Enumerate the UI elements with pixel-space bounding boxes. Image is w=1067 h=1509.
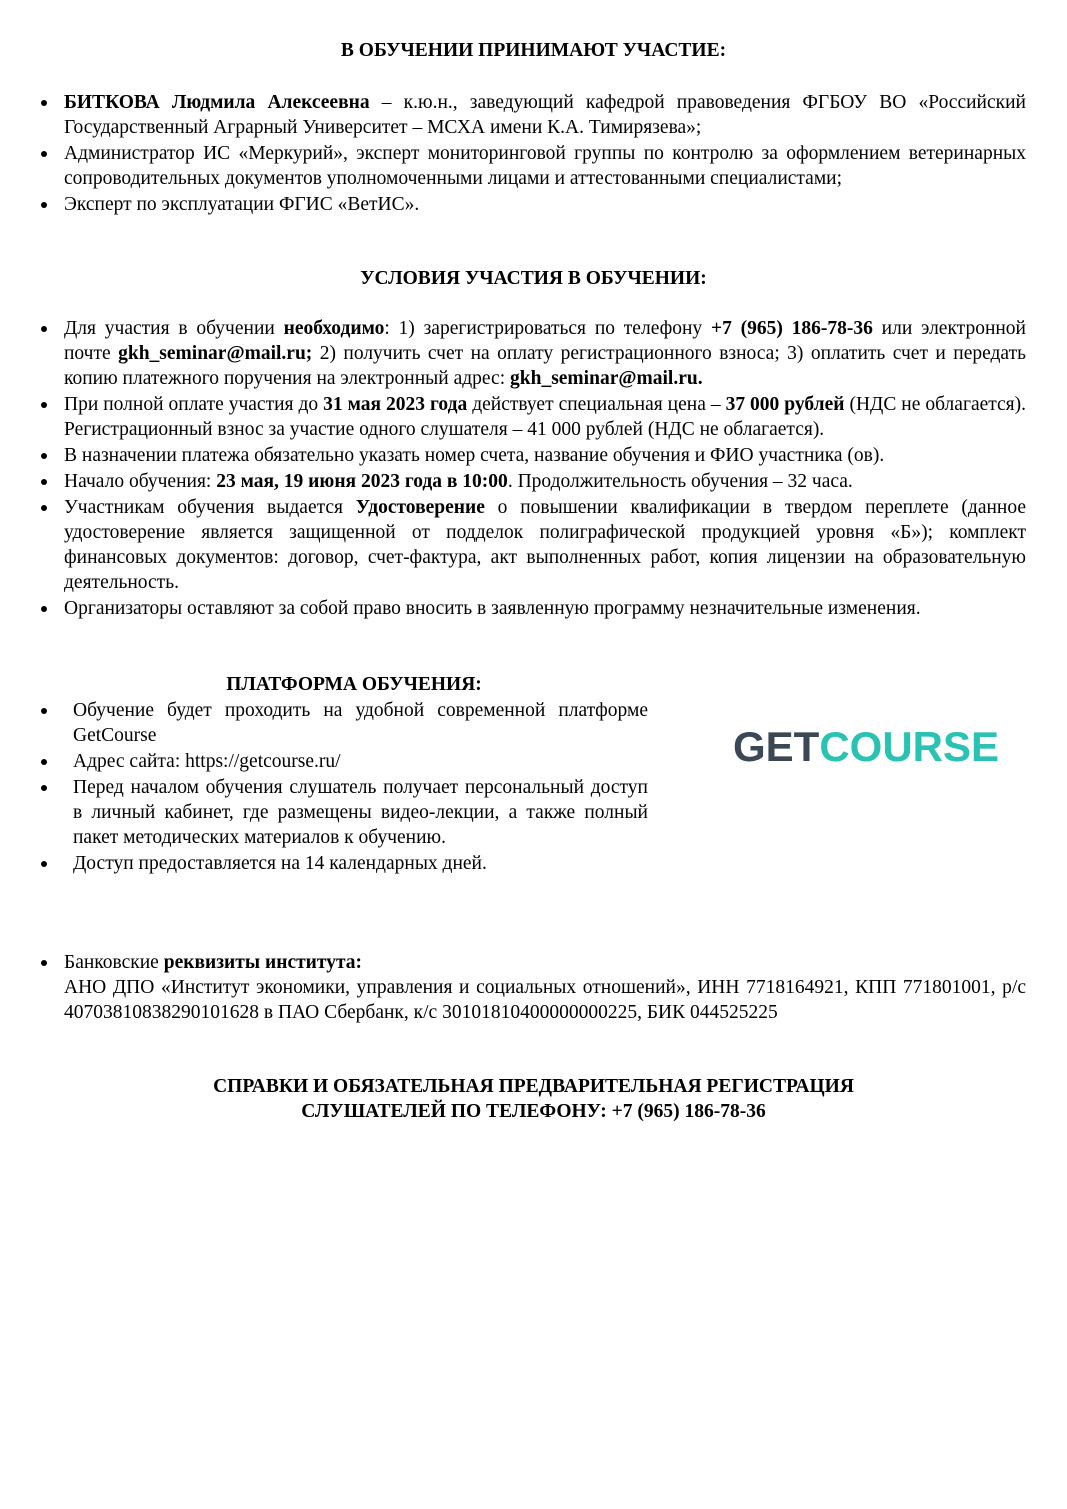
bullet-icon: [41, 785, 47, 791]
text-bold: необходимо: [283, 318, 385, 339]
email-link[interactable]: gkh_seminar@mail.ru.: [510, 368, 703, 389]
list-item-text: Перед началом обучения слушатель получает персональный доступ в личный кабинет, где размещены видео-лекции, а также полный пакет методических материалов к обучению.: [73, 777, 648, 848]
text: Начало обучения:: [64, 471, 217, 492]
bullet-icon: [41, 606, 47, 612]
bullet-icon: [41, 759, 47, 765]
list-item-text: Эксперт по эксплуатации ФГИС «ВетИС».: [64, 194, 420, 215]
deadline-date: 31 мая 2023 года: [323, 394, 468, 415]
bank-list: [38, 950, 1026, 1026]
list-item: [38, 698, 648, 748]
text: Участникам обучения выдается: [64, 497, 356, 518]
platform-heading: ПЛАТФОРМА ОБУЧЕНИЯ:: [226, 674, 482, 695]
bullet-icon: [41, 326, 47, 332]
list-item-text: Обучение будет проходить на удобной современной платформе GetCourse: [73, 700, 648, 746]
bullet-icon: [41, 202, 47, 208]
bullet-icon: [41, 151, 47, 157]
list-item: [38, 495, 1026, 595]
bullet-icon: [41, 708, 47, 714]
list-item: [38, 443, 1026, 468]
text: При полной оплате участия до: [64, 394, 324, 415]
bank-details: АНО ДПО «Институт экономики, управления и социальных отношений», ИНН 7718164921, КПП 771801001, р/с 40703810838290101628 в ПАО Сбербанк, к/с 30101810400000000225, БИК 044525225: [64, 977, 1026, 1023]
text: 2) получить счет на оплату регистрационного взноса; 3) оплатить счет и передать копию платежного поручения на электронный адрес:: [64, 343, 1026, 389]
text: . Продолжительность обучения – 32 часа.: [507, 471, 853, 492]
list-item: [38, 192, 1026, 217]
footer-line-1: СПРАВКИ И ОБЯЗАТЕЛЬНАЯ ПРЕДВАРИТЕЛЬНАЯ РЕГИСТРАЦИЯ: [213, 1076, 854, 1097]
bullet-icon: [41, 505, 47, 511]
list-item: [38, 950, 1026, 1025]
site-address[interactable]: Адрес сайта: https://getcourse.ru/: [73, 751, 341, 772]
text: Организаторы оставляют за собой право вносить в заявленную программу незначительные изменения.: [64, 598, 921, 619]
text: : 1) зарегистрироваться по телефону: [384, 318, 711, 339]
bullet-icon: [41, 479, 47, 485]
participants-heading: В ОБУЧЕНИИ ПРИНИМАЮТ УЧАСТИЕ:: [340, 40, 727, 61]
conditions-list: [38, 316, 1026, 622]
text: Для участия в обучении: [64, 318, 284, 339]
bullet-icon: [41, 453, 47, 459]
list-item: [38, 90, 1026, 140]
getcourse-logo: [733, 722, 1000, 772]
email-link[interactable]: gkh_seminar@mail.ru;: [118, 343, 313, 364]
text: действует специальная цена –: [467, 394, 726, 415]
list-item-text: Администратор ИС «Меркурий», эксперт мониторинговой группы по контролю за оформлением ветеринарных сопроводительных документов уполномоченными лицами и аттестованными специалистами;: [64, 143, 1026, 189]
bullet-icon: [41, 861, 47, 867]
bank-heading: реквизиты института:: [163, 952, 363, 973]
logo-text-course: COURSE: [819, 723, 1000, 770]
text: о повышении квалификации в твердом переплете (данное удостоверение является защищенной от подделок полиграфической продукцией уровня «Б»); комплект финансовых документов: договор, счет-фактура, акт выполненных работ, копия лицензии на образовательную деятельность.: [64, 497, 1026, 593]
list-item-text: Доступ предоставляется на 14 календарных дней.: [73, 853, 487, 874]
expert-description: – к.ю.н., заведующий кафедрой правоведения ФГБОУ ВО «Российский Государственный Аграрный Университет – МСХА имени К.А. Тимирязева»;: [64, 92, 1026, 138]
list-item: [38, 141, 1026, 191]
list-item: [38, 316, 1026, 391]
conditions-heading: УСЛОВИЯ УЧАСТИЯ В ОБУЧЕНИИ:: [360, 268, 707, 289]
logo-text-get: GET: [733, 723, 820, 770]
bullet-icon: [41, 100, 47, 106]
bullet-icon: [41, 960, 47, 966]
list-item: [38, 775, 648, 850]
list-item: [38, 749, 648, 774]
list-item: [38, 596, 1026, 621]
special-price: 37 000 рублей: [725, 394, 845, 415]
start-dates: 23 мая, 19 июня 2023 года в 10:00: [216, 471, 508, 492]
certificate: Удостоверение: [355, 497, 485, 518]
bullet-icon: [41, 402, 47, 408]
list-item: [38, 851, 648, 876]
participants-list: [38, 90, 1026, 218]
text: В назначении платежа обязательно указать номер счета, название обучения и ФИО участника (ов).: [64, 445, 885, 466]
text: (НДС не облагается). Регистрационный взнос за участие одного слушателя – 41 000 рублей (НДС не облагается).: [64, 394, 1027, 440]
list-item: [38, 392, 1026, 442]
list-item: [38, 469, 1026, 494]
text: или электронной почте: [64, 318, 1026, 364]
platform-list: [38, 698, 648, 877]
footer-line-2: СЛУШАТЕЛЕЙ ПО ТЕЛЕФОНУ: +7 (965) 186-78-36: [301, 1101, 766, 1122]
expert-name: БИТКОВА Людмила Алексеевна: [64, 92, 370, 113]
text: Банковские: [64, 952, 164, 973]
phone-number: +7 (965) 186-78-36: [710, 318, 873, 339]
